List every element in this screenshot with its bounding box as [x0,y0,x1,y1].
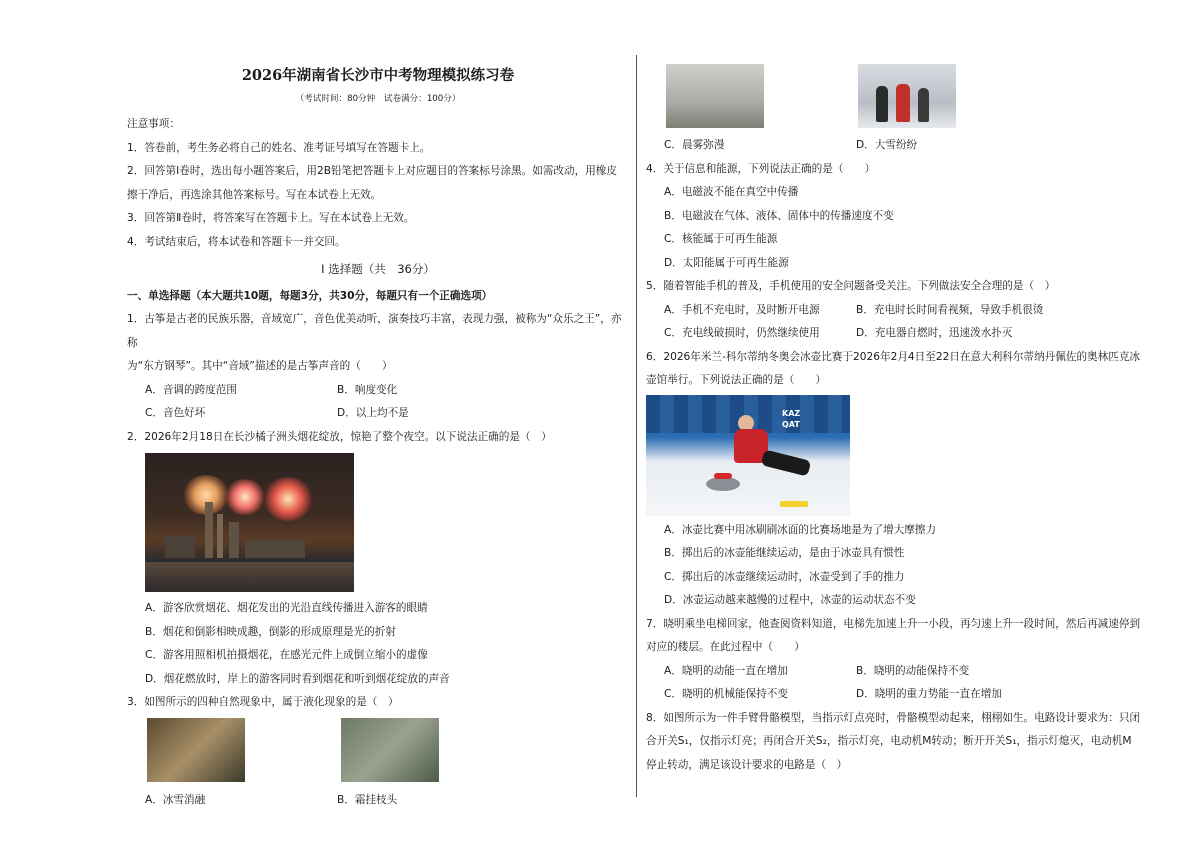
column-divider [636,55,637,797]
q1-stem: 为“东方钢琴”。其中“音域”描述的是古筝声音的（ ） [127,360,393,372]
q6-stem: 6．2026年米兰-科尔蒂纳冬奥会冰壶比赛于2026年2月4日至22日在意大利科尔蒂纳丹佩佐的奥林匹克冰 [646,350,1141,363]
q2-stem: 2．2026年2月18日在长沙橘子洲头烟花绽放，惊艳了整个夜空。以下说法正确的是（ ） [127,430,552,443]
q1-stem: 1．古筝是古老的民族乐器，音域宽广，音色优美动听，演奏技巧丰富，表现力强，被称为“众乐之王”，亦称 [127,313,622,349]
frost-branch-photo [341,718,439,782]
q2-option-a: A．游客欣赏烟花、烟花发出的光沿直线传播进入游客的眼睛 [145,602,428,614]
q5-option-d: D．充电器自燃时，迅速泼水扑灭 [856,327,1013,339]
q6-option-d: D．冰壶运动越来越慢的过程中，冰壶的运动状态不变 [664,594,916,606]
notice-item: 2．回答第Ⅰ卷时，选出每小题答案后，用2B铅笔把答题卡上对应题目的答案标号涂黑。如需改动，用橡皮 [127,165,617,177]
q5-option-b: B．充电时长时间看视频，导致手机很烫 [856,303,1044,316]
q6-stem: 壶馆举行。下列说法正确的是（ ） [646,374,827,386]
q5-options-row [646,322,1146,346]
left-column [127,58,629,812]
ice-melting-photo [147,718,245,782]
q6-option-c: C．掷出后的冰壶继续运动时，冰壶受到了手的推力 [664,570,905,583]
section-title: Ⅰ 选择题（共 36分） [321,262,435,276]
q1-option-c: C．音色好坏 [145,407,206,419]
snow-photo [858,64,956,128]
notice-item: 擦干净后，再选涂其他答案标号。写在本试卷上无效。 [127,188,382,201]
q4-option-d: D．太阳能属于可再生能源 [664,256,789,269]
fireworks-photo [145,453,354,592]
q1-options-row [127,402,629,426]
curling-sign: KAZ [782,408,801,418]
q4-option-c: C．核能属于可再生能源 [664,233,778,245]
q8-stem: 8．如图所示为一件手臂骨骼模型，当指示灯点亮时，骨骼模型动起来，栩栩如生。电路设计要求为：只闭 [646,711,1141,724]
fog-photo [666,64,764,128]
q7-option-b: B．晓明的动能保持不变 [856,664,970,677]
q6-option-b: B．掷出后的冰壶能继续运动，是由于冰壶具有惯性 [664,547,905,559]
exam-title: 2026年湖南省长沙市中考物理模拟练习卷 [241,67,515,84]
notice-item: 3．回答第Ⅱ卷时，将答案写在答题卡上。写在本试卷上无效。 [127,212,415,224]
q3-caption-row [127,789,629,813]
q3-option-d: D．大雪纷纷 [856,139,918,151]
q5-options-row [646,299,1146,323]
q3-option-c: C．晨雾弥漫 [664,139,725,151]
q2-option-c: C．游客用照相机拍摄烟花，在感光元件上成倒立缩小的虚像 [145,649,428,661]
right-column [646,58,1146,777]
curling-sign: QAT [782,419,800,429]
curling-photo [646,395,850,516]
q3-image-row [127,718,629,782]
q3-option-a: A．冰雪消融 [145,793,206,806]
q7-stem: 对应的楼层。在此过程中（ ） [646,641,805,653]
q3-caption-row-2 [646,134,1146,158]
q6-option-a: A．冰壶比赛中用冰刷刷冰面的比赛场地是为了增大摩擦力 [664,523,937,536]
q4-option-b: B．电磁波在气体、液体、固体中的传播速度不变 [664,209,894,222]
notice-item: 4．考试结束后，将本试卷和答题卡一并交回。 [127,235,346,248]
q2-option-b: B．烟花和倒影相映成趣，倒影的形成原理是光的折射 [145,625,396,638]
q1-option-b: B．响度变化 [337,383,398,396]
exam-subtitle: （考试时间：80分钟 试卷满分：100分） [295,94,461,104]
part-one-heading: 一、单选择题（本大题共10题，每题3分，共30分，每题只有一个正确选项） [127,289,493,302]
q3-image-row-2 [646,64,1146,128]
q7-option-d: D．晓明的重力势能一直在增加 [856,688,1002,700]
q5-option-a: A．手机不充电时，及时断开电源 [664,303,820,316]
q7-options-row [646,683,1146,707]
q1-option-a: A．音调的跨度范围 [145,383,237,396]
q1-option-d: D．以上均不是 [337,407,409,419]
q5-option-c: C．充电线破损时，仍然继续使用 [664,327,820,339]
q7-option-a: A．晓明的动能一直在增加 [664,664,788,677]
q7-option-c: C．晓明的机械能保持不变 [664,688,788,700]
q4-option-a: A．电磁波不能在真空中传播 [664,186,799,198]
q7-options-row [646,660,1146,684]
q8-stem: 合开关S₁，仅指示灯亮；再闭合开关S₂，指示灯亮，电动机M转动；断开开关S₁，指示灯熄灭，电动机M [646,735,1132,747]
q7-stem: 7．晓明乘坐电梯回家，他查阅资料知道，电梯先加速上升一小段，再匀速上升一段时间，然后再减速停到 [646,617,1141,630]
q2-option-d: D．烟花燃放时，岸上的游客同时看到烟花和听到烟花绽放的声音 [145,672,450,685]
notice-head: 注意事项： [127,118,180,130]
q8-stem: 停止转动，满足该设计要求的电路是（ ） [646,758,848,771]
notice-item: 1．答卷前，考生务必将自己的姓名、准考证号填写在答题卡上。 [127,141,431,154]
q5-stem: 5．随着智能手机的普及，手机使用的安全问题备受关注。下列做法安全合理的是（ ） [646,280,1056,292]
q3-option-b: B．霜挂枝头 [337,793,398,806]
q1-options-row [127,379,629,403]
q3-stem: 3．如图所示的四种自然现象中，属于液化现象的是（ ） [127,696,399,708]
q4-stem: 4．关于信息和能源，下列说法正确的是（ ） [646,162,876,175]
